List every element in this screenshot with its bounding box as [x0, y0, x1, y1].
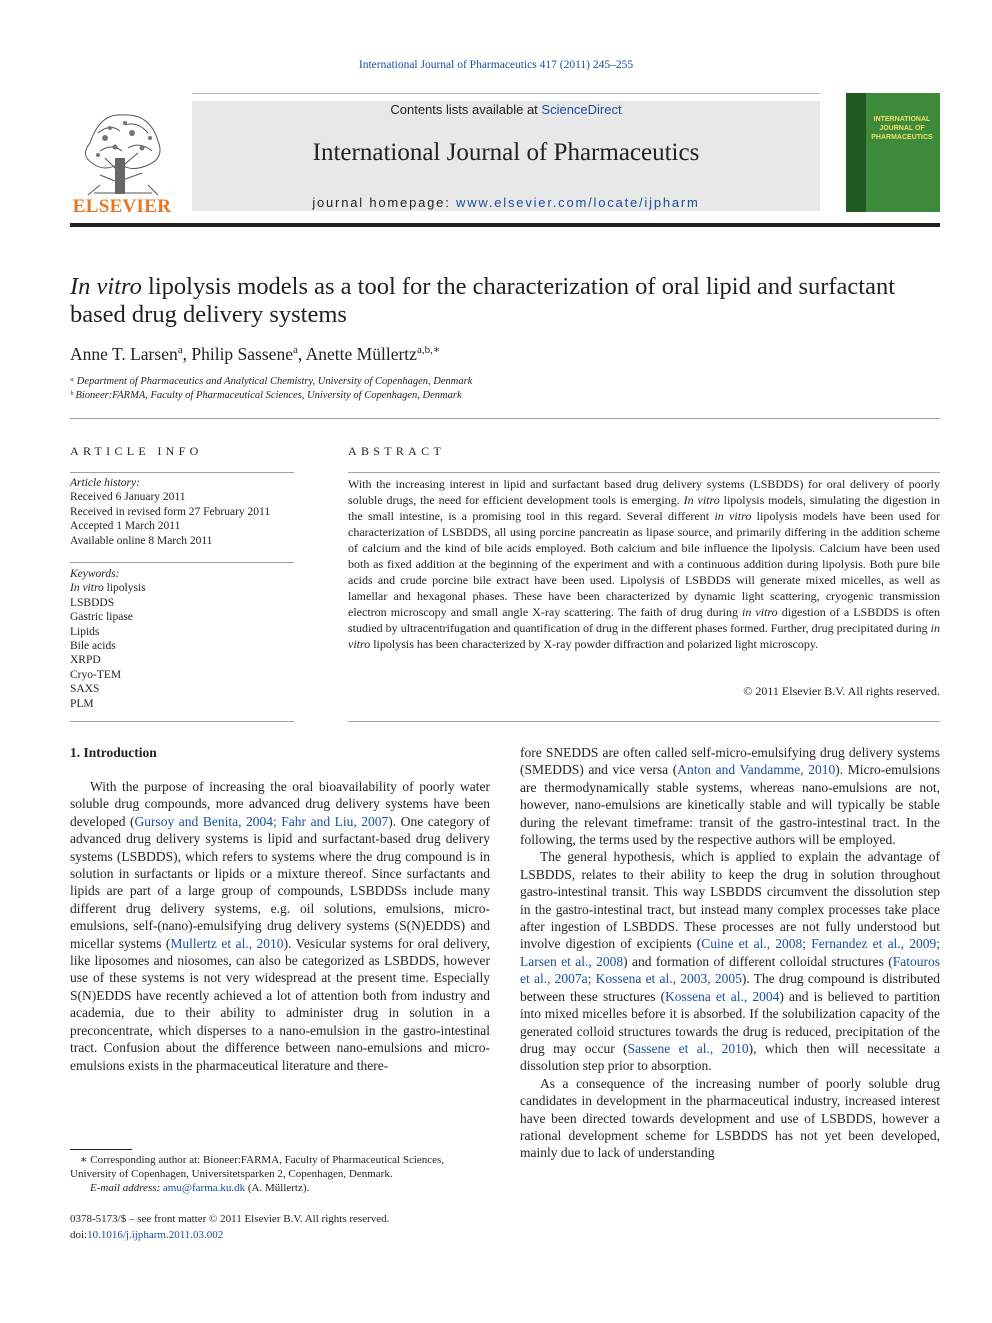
keywords-list: Keywords: In vitro lipolysis LSBDDS Gastric lipase Lipids Bile acids XRPD Cryo-TEM SAXS PLM	[70, 568, 146, 710]
author-list: Anne T. Larsen$^a$, Philip Sassene$^a$, Anette Müllertz$^{a,b,∗}$	[70, 344, 441, 364]
author-name: Anette Müllertz	[305, 344, 417, 364]
contents-line: Contents lists available at ScienceDirect	[390, 102, 622, 117]
corresponding-author-footnote: ∗ Corresponding author at: Bioneer:FARMA, Faculty of Pharmaceutical Sciences, University of Copenhagen, Universitetsparken 2, Copenhagen, Denmark. E-mail address: amu@farma.ku.dk (A. Müllertz).	[70, 1154, 445, 1195]
abstract-text: With the increasing interest in lipid and surfactant based drug delivery systems (LSBDDS) for oral delivery of poorly soluble drugs, the need for efficient development tools is emerging. In vitro lipolysis models, simulating the digestion in the small intestine, is a promising tool in this regard. Several different in vitro lipolysis models have been used for characterization of LSBDDS, all using porcine pancreatin as lipase source, and primarily differing in the addition scheme of calcium and the kind of bile acids employed. Both calcium and bile influence the lipolysis. Calcium have been used both as fixed addition at the beginning of the experiment and with a continuous addition during lipolysis. Both pure bile acids and crude porcine bile extract have been used. Lipolysis of LSBDDS will generate mixed micelles, as well as lamellar and hexagonal phases. These have been characterized by dynamic light scattering, cryogenic transmission electron microscopy and small angle X-ray scattering. The faith of drug during in vitro digestion of a LSBDDS is often studied by ultracentrifugation and quantification of drug in the different phases formed. Further, drug precipitated during in vitro lipolysis has been characterized by X-ray powder diffraction and polarized light microscopy.	[348, 477, 941, 651]
abstract-rule	[348, 721, 940, 722]
abstract-label: ABSTRACT	[348, 444, 446, 458]
info-rule	[70, 472, 294, 473]
journal-cover-thumbnail	[846, 93, 940, 212]
email-link[interactable]: amu@farma.ku.dk	[162, 1182, 246, 1195]
citation-link[interactable]: Cuine et al., 2008; Fernandez et al., 2009; Larsen et al., 2008	[520, 936, 940, 969]
footnote-rule	[70, 1149, 132, 1150]
citation-link[interactable]: Mullertz et al., 2010	[170, 935, 284, 951]
author-name: Philip Sassene	[191, 344, 293, 364]
paragraph: The general hypothesis, which is applied to explain the advantage of LSBDDS, relates to their ability to keep the drug in solution throughout gastro-intestinal transit. This way LSBDDS circumvent the dissolution step in the gastro-intestinal tract, but instead many complex processes take place after ingestion of LSBDDS. These processes are not fully understood but involve digestion of excipients (Cuine et al., 2008; Fernandez et al., 2009; Larsen et al., 2008) and formation of different colloidal structures (Fatouros et al., 2007a; Kossena et al., 2003, 2005). The drug compound is distributed between these structures (Kossena et al., 2004) and is believed to partition into mixed micelles before it is absorbed. If the solubilization capacity of the generated colloid structures towards the drug is reduced, precipitation of the drug may occur (Sassene et al., 2010), which then will necessitate a dissolution step prior to absorption.	[520, 849, 940, 1074]
paragraph: As a consequence of the increasing number of poorly soluble drug candidates in development in the pharmaceutical industry, increased interest have been directed towards development and use of LSBDDS, however a rational development scheme for LSBDDS has not yet been developed, mainly due to lack of understanding	[520, 1075, 940, 1161]
journal-homepage: journal homepage: www.elsevier.com/locate/ijpharm	[312, 195, 700, 210]
affiliation-a: ᵃ Department of Pharmaceutics and Analytical Chemistry, University of Copenhagen, Denmark	[70, 376, 473, 387]
journal-title: International Journal of Pharmaceutics	[312, 139, 700, 166]
sciencedirect-link[interactable]: ScienceDirect	[541, 102, 622, 117]
section-heading: 1. Introduction	[70, 745, 157, 760]
citation-link[interactable]: Fatouros et al., 2007a; Kossena et al., 2003, 2005	[520, 953, 940, 987]
abstract-rule	[348, 472, 940, 473]
citation-link[interactable]: Anton and Vandamme, 2010	[677, 762, 836, 778]
paragraph: fore SNEDDS are often called self-micro-emulsifying drug delivery systems (SMEDDS) and vice versa (Anton and Vandamme, 2010). Micro-emulsions are thermodynamically stable systems, whereas nano-emulsions are not, however, nano-emulsions are kinetically stable and will typically be stable during the relevant timeframe: transit of the gastro-intestinal tract. In the following, the terms used by the respective authors will be employed.	[520, 745, 940, 848]
copyright-notice: © 2011 Elsevier B.V. All rights reserved.	[743, 684, 940, 698]
author-name: Anne T. Larsen	[70, 344, 178, 364]
paragraph: With the purpose of increasing the oral bioavailability of poorly water soluble drug compounds, more advanced drug delivery systems have been developed (Gursoy and Benita, 2004; Fahr and Liu, 2007). One category of advanced drug delivery systems is lipid and surfactant-based drug delivery systems (LSBDDS), which refers to systems where the drug compound is in solution in surfactants or lipids or a mixture thereof. Since surfactants and lipids are part of a large group of compounds, LSBDDSs include many different drug delivery systems, e.g. oil solutions, emulsions, micro-emulsions, self-(nano)-emulsifying drug delivery systems (S(N)EDDS) and micellar systems (Mullertz et al., 2010). Vesicular systems for oral delivery, like liposomes and niosomes, can also be categorized as LSBDDS, however use of these systems is not very widespread at the present time. Especially S(N)EDDS have recently achieved a lot of attention both from industry and academia, due to their ability to administer drug in solution in a preconcentrate, which disperses to a nano-emulsion in the gastro-intestinal tract. Confusion about the difference between nano-emulsions and micro-emulsions exists in the pharmaceutical literature and there-	[70, 779, 490, 1073]
homepage-link[interactable]: www.elsevier.com/locate/ijpharm	[456, 195, 700, 210]
front-matter: 0378-5173/$ – see front matter © 2011 Elsevier B.V. All rights reserved. doi:10.1016/j.ijpharm.2011.03.002	[70, 1213, 390, 1241]
doi-link[interactable]: 10.1016/j.ijpharm.2011.03.002	[87, 1228, 224, 1241]
affiliation-b: ᵇ Bioneer:FARMA, Faculty of Pharmaceutical Sciences, University of Copenhagen, Denmark	[70, 390, 462, 401]
article-title: In vitro lipolysis models as a tool for the characterization of oral lipid and surfactant based drug delivery systems	[70, 273, 896, 328]
citation-link[interactable]: Sassene et al., 2010	[627, 1040, 749, 1056]
header-top-rule	[192, 93, 820, 94]
article-info-label: ARTICLE INFO	[70, 444, 203, 458]
body-column-right	[520, 744, 940, 1162]
elsevier-wordmark: ELSEVIER	[72, 196, 172, 217]
cover-strip	[846, 93, 866, 212]
journal-reference[interactable]: International Journal of Pharmaceutics 417 (2011) 245–255	[358, 59, 634, 71]
header-thick-rule	[70, 223, 940, 227]
cover-title: INTERNATIONAL JOURNAL OF PHARMACEUTICS	[871, 116, 933, 141]
citation-link[interactable]: Kossena et al., 2004	[665, 988, 780, 1004]
info-rule	[70, 562, 294, 563]
section-rule	[70, 418, 940, 419]
body-column-left	[70, 778, 490, 1074]
info-rule	[70, 721, 294, 722]
article-history: Article history: Received 6 January 2011 Received in revised form 27 February 2011 Accepted 1 March 2011 Available online 8 March 2011	[70, 477, 271, 547]
citation-link[interactable]: Gursoy and Benita, 2004; Fahr and Liu, 2007	[134, 813, 389, 829]
